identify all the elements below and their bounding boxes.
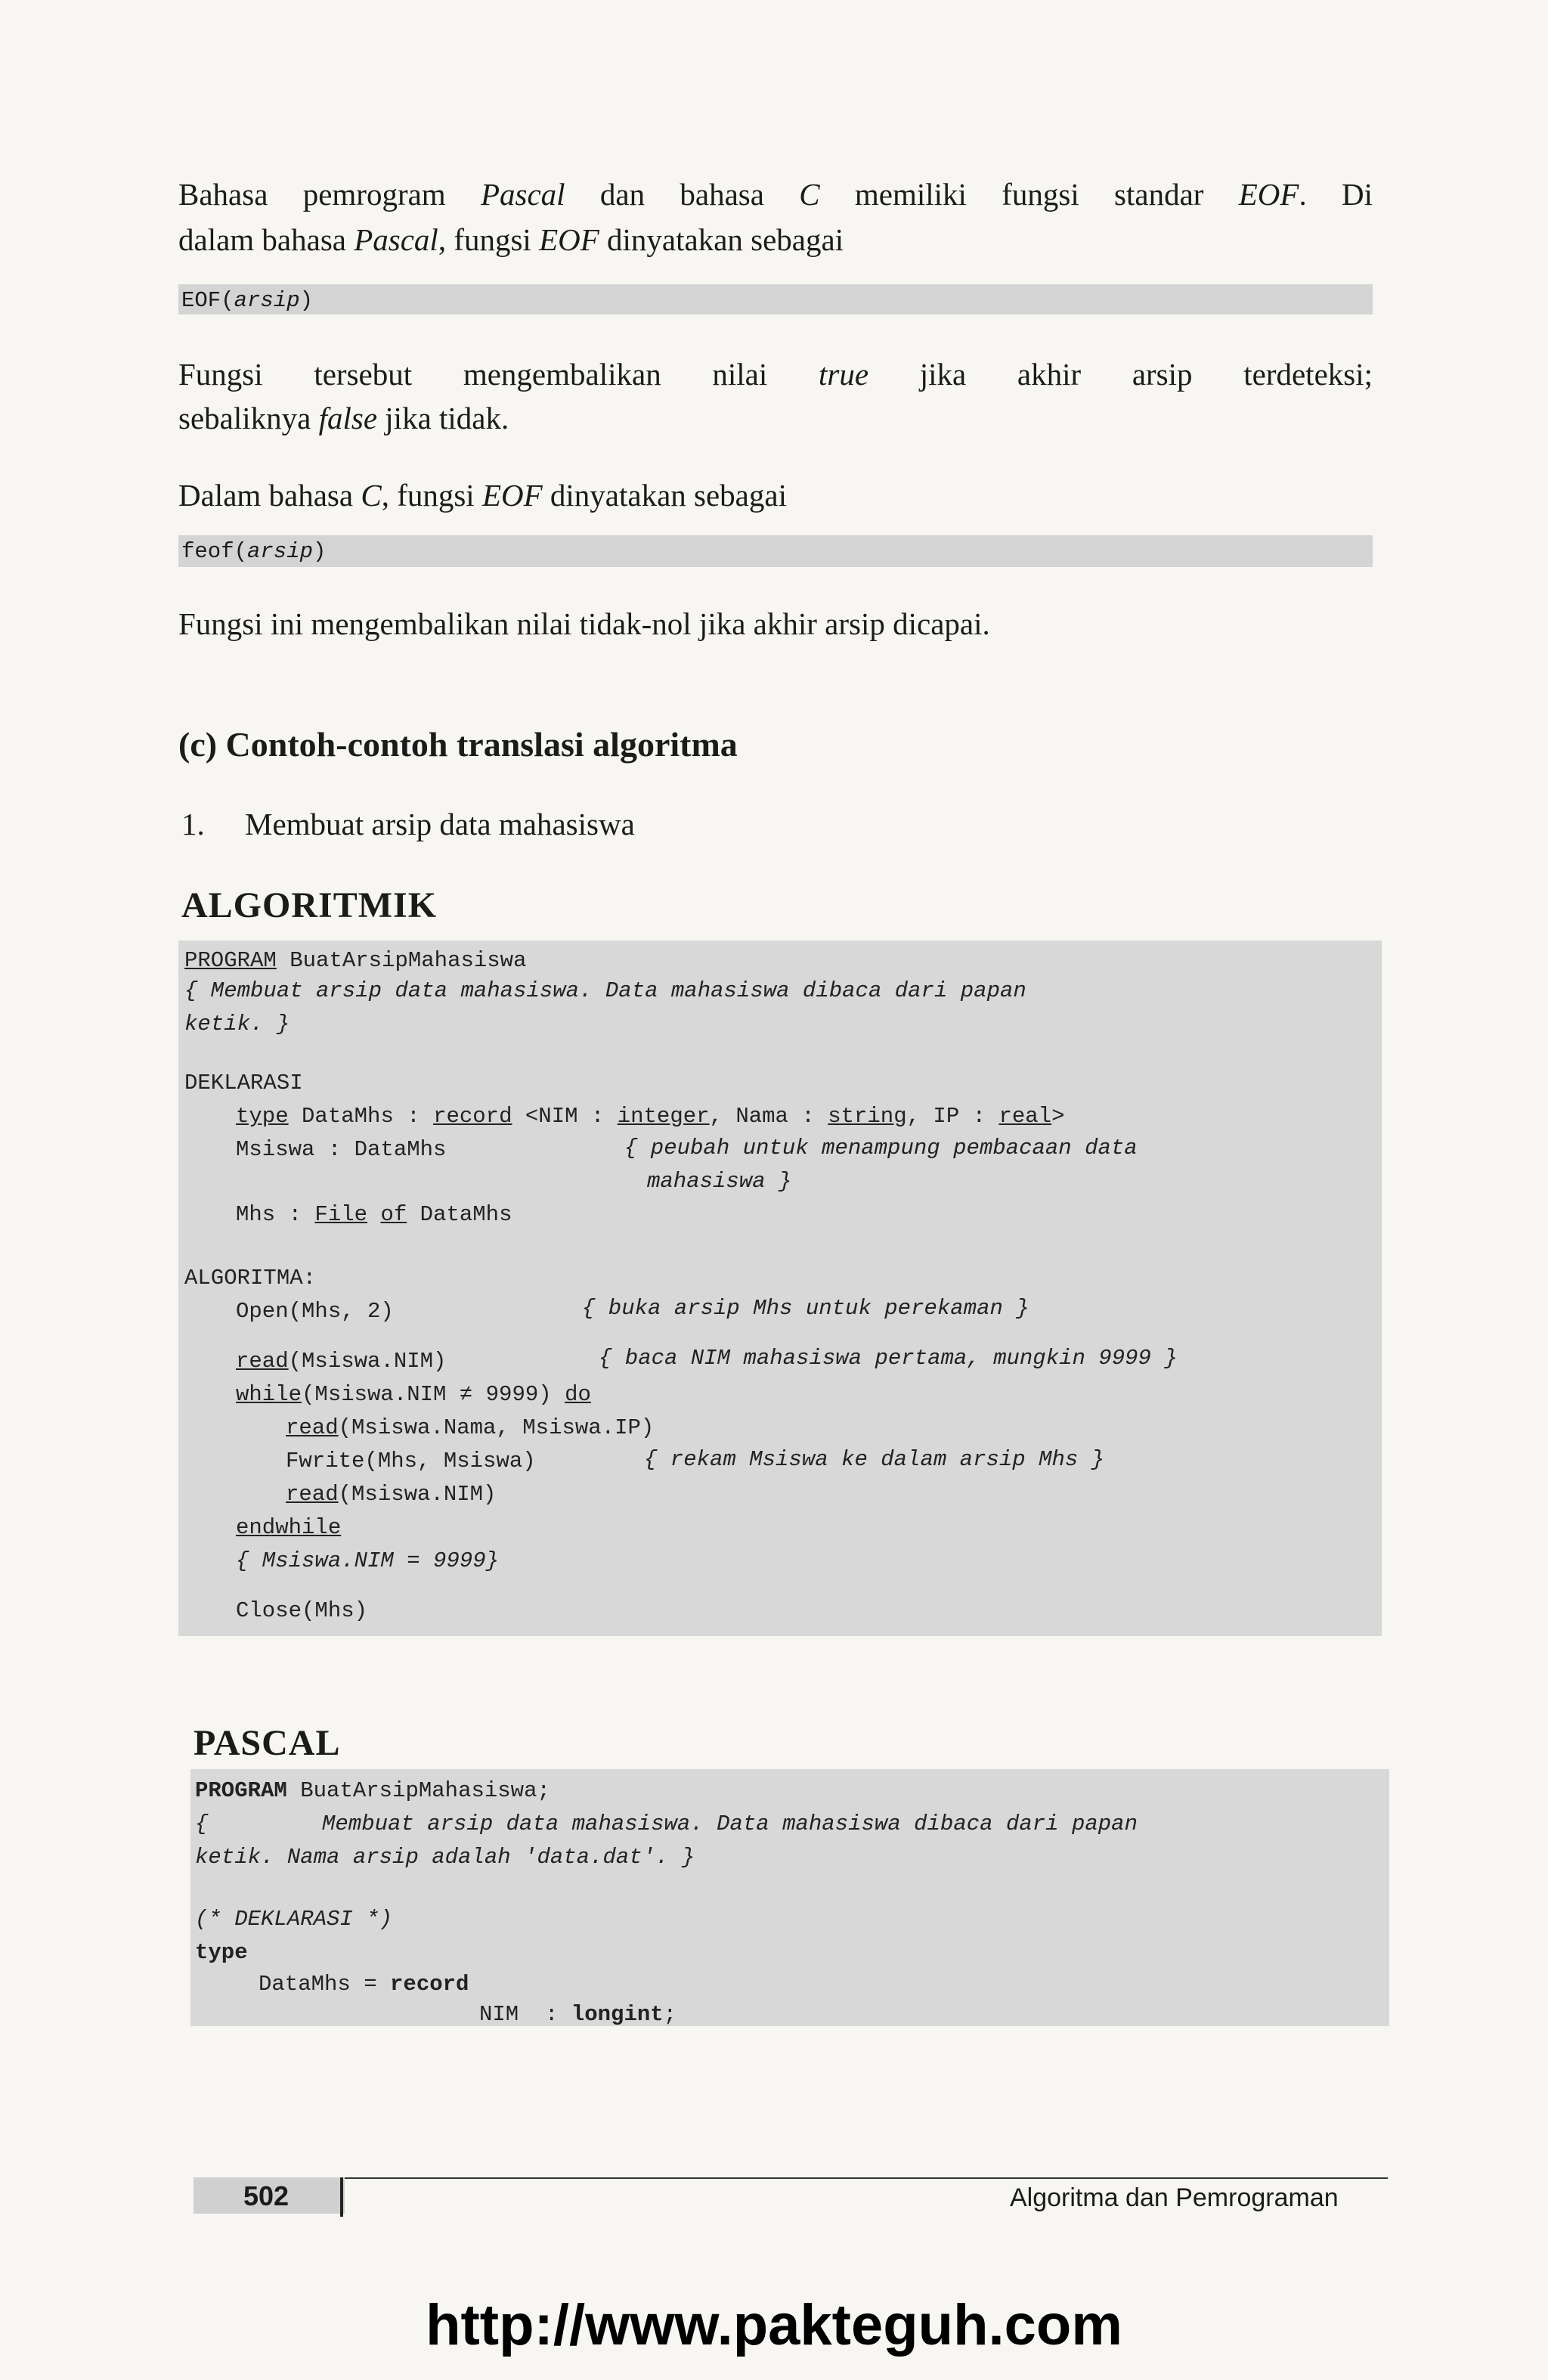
footer-rule	[345, 2177, 1388, 2179]
text: Dalam bahasa	[178, 478, 361, 513]
keyword: record	[433, 1104, 512, 1129]
code-text: DataMhs =	[259, 1972, 391, 1997]
code-comment-brace: {	[195, 1811, 209, 1836]
code-text: EOF(	[181, 288, 234, 313]
text: Fungsi tersebut mengembalikan nilai	[178, 357, 819, 392]
text: dinyatakan sebagai	[599, 222, 844, 257]
page-number: 502	[243, 2180, 289, 2211]
code-comment: { baca NIM mahasiswa pertama, mungkin 9999 }	[599, 1346, 1178, 1371]
code-text	[367, 1202, 380, 1227]
code-text: , IP :	[906, 1104, 999, 1129]
para-nol: Fungsi ini mengembalikan nilai tidak-nol jika akhir arsip dicapai.	[178, 606, 990, 641]
code-keyword-line: endwhile	[236, 1515, 342, 1540]
code-line	[236, 1382, 591, 1407]
keyword: string	[828, 1104, 907, 1129]
pascal-term: Pascal	[480, 177, 565, 212]
code-comment: ketik. }	[184, 1012, 290, 1037]
keyword: while	[236, 1382, 302, 1407]
watermark-url: http://www.pakteguh.com	[426, 2293, 1122, 2357]
keyword: real	[998, 1104, 1052, 1129]
code-text: ;	[663, 2002, 677, 2027]
code-line	[479, 2002, 676, 2027]
keyword: PROGRAM	[195, 1778, 287, 1803]
code-text: DataMhs :	[288, 1104, 434, 1129]
code-line: ALGORITMA:	[184, 1266, 317, 1291]
list-item-text: Membuat arsip data mahasiswa	[245, 807, 635, 841]
algoritmik-heading: ALGORITMIK	[181, 885, 438, 925]
code-comment: { Membuat arsip data mahasiswa. Data mahasiswa dibaca dari papan	[184, 978, 1026, 1003]
code-feof	[178, 535, 1373, 567]
code-comment: { peubah untuk menampung pembacaan data	[624, 1136, 1138, 1161]
list-number: 1.	[181, 807, 205, 841]
code-comment: { Msiswa.NIM = 9999}	[236, 1548, 500, 1573]
pascal-heading: PASCAL	[194, 1723, 341, 1763]
text: dalam bahasa	[178, 222, 354, 257]
code-comment: (* DEKLARASI *)	[195, 1907, 393, 1932]
text: memiliki fungsi standar	[819, 177, 1239, 212]
code-line	[236, 1104, 1064, 1129]
c-term: C	[361, 478, 382, 513]
code-line: Open(Mhs, 2)	[236, 1299, 394, 1324]
code-text: DataMhs	[407, 1202, 512, 1227]
keyword: integer	[617, 1104, 710, 1129]
c-term: C	[799, 177, 820, 212]
code-comment: ketik. Nama arsip adalah 'data.dat'. }	[195, 1845, 695, 1870]
code-text: >	[1051, 1104, 1065, 1129]
code-text: NIM :	[479, 2002, 571, 2027]
code-comment: Membuat arsip data mahasiswa. Data mahasiswa dibaca dari papan	[322, 1811, 1138, 1836]
code-text: (Msiswa.NIM ≠ 9999)	[302, 1382, 565, 1407]
code-keyword-line: type	[195, 1940, 248, 1965]
code-line: Msiswa : DataMhs	[236, 1137, 447, 1162]
code-text: BuatArsipMahasiswa;	[286, 1778, 550, 1803]
code-line: Close(Mhs)	[236, 1598, 368, 1623]
text: , fungsi	[438, 222, 540, 257]
text: Bahasa pemrogram	[178, 177, 481, 212]
text: jika akhir arsip terdeteksi;	[868, 357, 1373, 392]
algoritmik-code-box	[178, 941, 1382, 1636]
code-text: feof(	[181, 539, 248, 564]
code-arg: arsip	[247, 539, 314, 564]
code-text: )	[299, 288, 314, 313]
pascal-code-box	[190, 1769, 1389, 2026]
text: dinyatakan sebagai	[542, 478, 787, 513]
code-text: , Nama :	[709, 1104, 828, 1129]
section-heading: (c) Contoh-contoh translasi algoritma	[178, 725, 738, 764]
code-text: )	[313, 539, 327, 564]
code-comment: mahasiswa }	[647, 1169, 792, 1194]
eof-term: EOF	[539, 222, 599, 257]
code-line	[195, 1778, 550, 1803]
keyword: File	[314, 1202, 368, 1227]
code-text: BuatArsipMahasiswa	[276, 948, 527, 973]
intro-line-1	[178, 172, 1373, 216]
keyword: record	[390, 1972, 469, 1997]
code-line	[184, 948, 526, 973]
intro-line-2	[178, 218, 1373, 262]
code-text: (Msiswa.NIM)	[288, 1349, 447, 1374]
code-comment: { buka arsip Mhs untuk perekaman }	[582, 1296, 1029, 1321]
para-true-line-1	[178, 352, 1373, 396]
para-true-line-2	[178, 396, 1373, 440]
text: . Di	[1299, 177, 1373, 212]
code-line	[286, 1415, 654, 1440]
keyword: type	[236, 1104, 289, 1129]
para-c	[178, 473, 1373, 517]
code-eof	[178, 284, 1373, 315]
eof-term: EOF	[481, 478, 543, 513]
code-text: (Msiswa.Nama, Msiswa.IP)	[338, 1415, 655, 1440]
book-title: Algoritma dan Pemrograman	[1010, 2183, 1339, 2212]
code-line	[286, 1482, 496, 1507]
text: sebaliknya	[178, 401, 319, 435]
code-text: Mhs :	[236, 1202, 315, 1227]
text: , fungsi	[381, 478, 482, 513]
pascal-term: Pascal	[354, 222, 438, 257]
code-line	[236, 1349, 446, 1374]
code-line	[236, 1202, 512, 1227]
keyword: read	[286, 1415, 339, 1440]
code-arg: arsip	[234, 288, 300, 313]
keyword: read	[286, 1482, 339, 1507]
keyword: longint	[571, 2002, 664, 2027]
code-text: <NIM :	[512, 1104, 618, 1129]
keyword: PROGRAM	[184, 948, 277, 973]
true-term: true	[818, 357, 869, 392]
code-line: Fwrite(Mhs, Msiswa)	[286, 1449, 536, 1474]
code-line: DEKLARASI	[184, 1071, 303, 1095]
false-term: false	[318, 401, 378, 435]
keyword: do	[565, 1382, 591, 1407]
eof-term: EOF	[1238, 177, 1299, 212]
text: jika tidak.	[377, 401, 509, 435]
code-text: (Msiswa.NIM)	[338, 1482, 497, 1507]
keyword: read	[236, 1349, 289, 1374]
text: dan bahasa	[565, 177, 800, 212]
keyword: of	[380, 1202, 407, 1227]
code-comment: { rekam Msiswa ke dalam arsip Mhs }	[644, 1447, 1105, 1472]
code-line	[259, 1972, 469, 1997]
footer-divider	[340, 2177, 343, 2217]
